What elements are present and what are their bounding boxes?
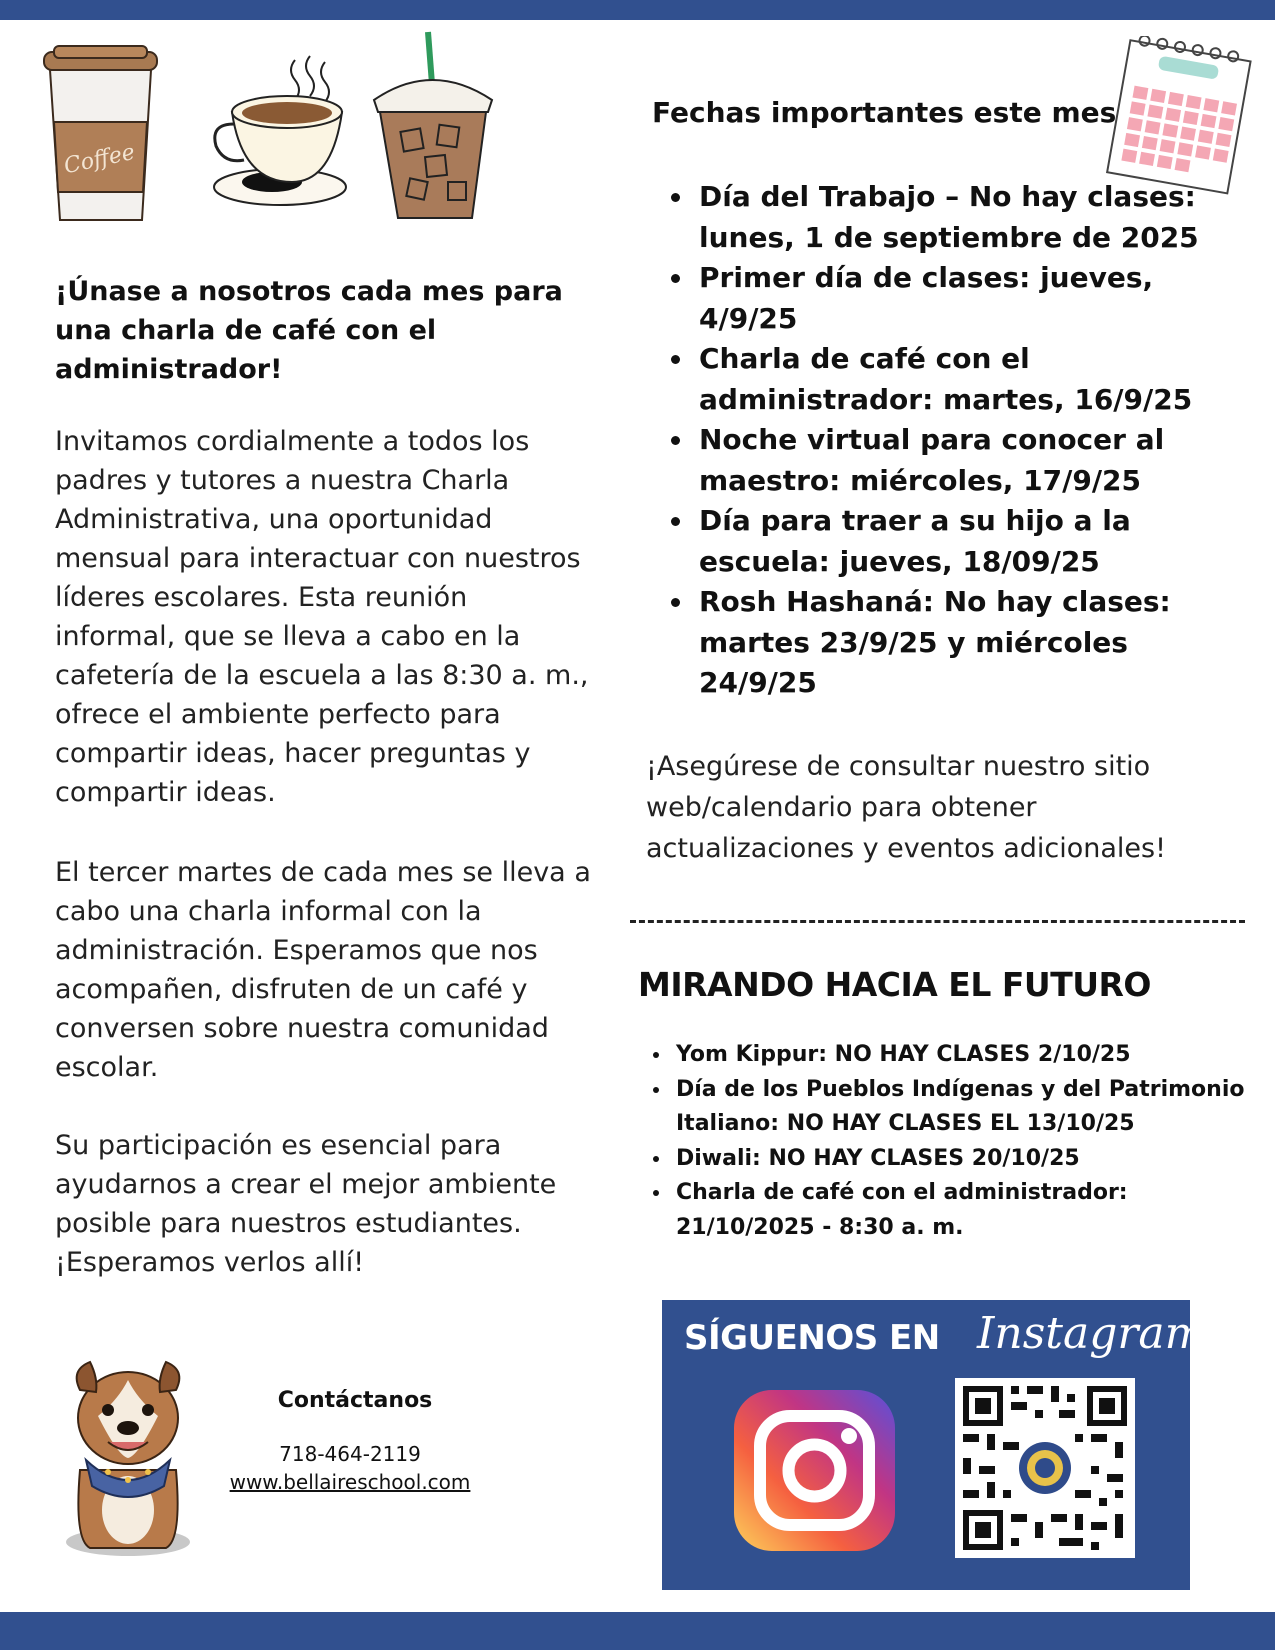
contact-phone[interactable]: 718-464-2119 [279, 1442, 421, 1466]
instagram-logo-icon[interactable] [732, 1388, 897, 1553]
list-item: • Charla de café con el administrador: 21/10/2025 - 8:30 a. m. [672, 1176, 1272, 1245]
instagram-follow-box[interactable] [662, 1300, 1207, 1590]
calendar-icon [1100, 36, 1260, 196]
list-item: • Noche virtual para conocer al maestro: miércoles, 17/9/25 [695, 420, 1215, 501]
important-dates-heading: Fechas importantes este mes [652, 96, 1117, 129]
list-item: • Yom Kippur: NO HAY CLASES 2/10/25 [672, 1038, 1272, 1073]
coffee-mug-icon [210, 52, 360, 212]
schedule-paragraph: El tercer martes de cada mes se lleva a cabo una charla informal con la administración. Esperamos que nos acompañen, disfruten de un café y conversen sobre nuestra comunidad escolar. [55, 857, 591, 1083]
list-item: • Día para traer a su hijo a la escuela: jueves, 18/09/25 [695, 501, 1215, 582]
list-item: • Charla de café con el administrador: martes, 16/9/25 [695, 339, 1215, 420]
participation-paragraph: Su participación es esencial para ayudarnos a crear el mejor ambiente posible para nuestros estudiantes. ¡Esperamos verlos allí! [55, 1130, 557, 1278]
instagram-wordmark: Instagram [977, 1308, 1207, 1359]
list-item: • Día de los Pueblos Indígenas y del Patrimonio Italiano: NO HAY CLASES EL 13/10/25 [672, 1073, 1272, 1142]
list-item: • Primer día de clases: jueves, 4/9/25 [695, 258, 1215, 339]
coffee-cup-label: Coffee [61, 139, 138, 180]
website-note: ¡Asegúrese de consultar nuestro sitio web/calendario para obtener actualizaciones y eventos adicionales! [646, 751, 1166, 864]
coffee-chat-heading: ¡Únase a nosotros cada mes para una charla de café con el administrador! [55, 276, 563, 385]
important-dates-list [663, 177, 1215, 704]
contact-title: Contáctanos [277, 1388, 433, 1413]
iced-coffee-icon [368, 30, 498, 230]
coffee-cup-icon [38, 42, 163, 227]
follow-us-label: SÍGUENOS EN [684, 1318, 940, 1358]
invitation-paragraph: Invitamos cordialmente a todos los padres y tutores a nuestra Charla Administrativa, una oportunidad mensual para interactuar con nuestros líderes escolares. Esta reunión informal, que se lleva a cabo en la cafetería de la escuela a las 8:30 a. m., ofrece el ambiente perfecto para compartir ideas, hacer preguntas y compartir ideas. [55, 426, 589, 808]
top-band [0, 0, 1275, 20]
contact-website-link[interactable]: www.bellaireschool.com [229, 1470, 471, 1494]
looking-ahead-heading: MIRANDO HACIA EL FUTURO [638, 965, 1151, 1004]
list-item: • Día del Trabajo – No hay clases: lunes, 1 de septiembre de 2025 [695, 177, 1215, 258]
list-item: • Rosh Hashaná: No hay clases: martes 23/9/25 y miércoles 24/9/25 [695, 582, 1215, 704]
bottom-band [0, 1612, 1275, 1650]
dashed-divider [630, 920, 1245, 923]
list-item: • Diwali: NO HAY CLASES 20/10/25 [672, 1142, 1272, 1177]
bulldog-mascot-icon [50, 1350, 205, 1560]
looking-ahead-list [650, 1038, 1272, 1245]
qr-code-icon[interactable] [955, 1378, 1135, 1558]
